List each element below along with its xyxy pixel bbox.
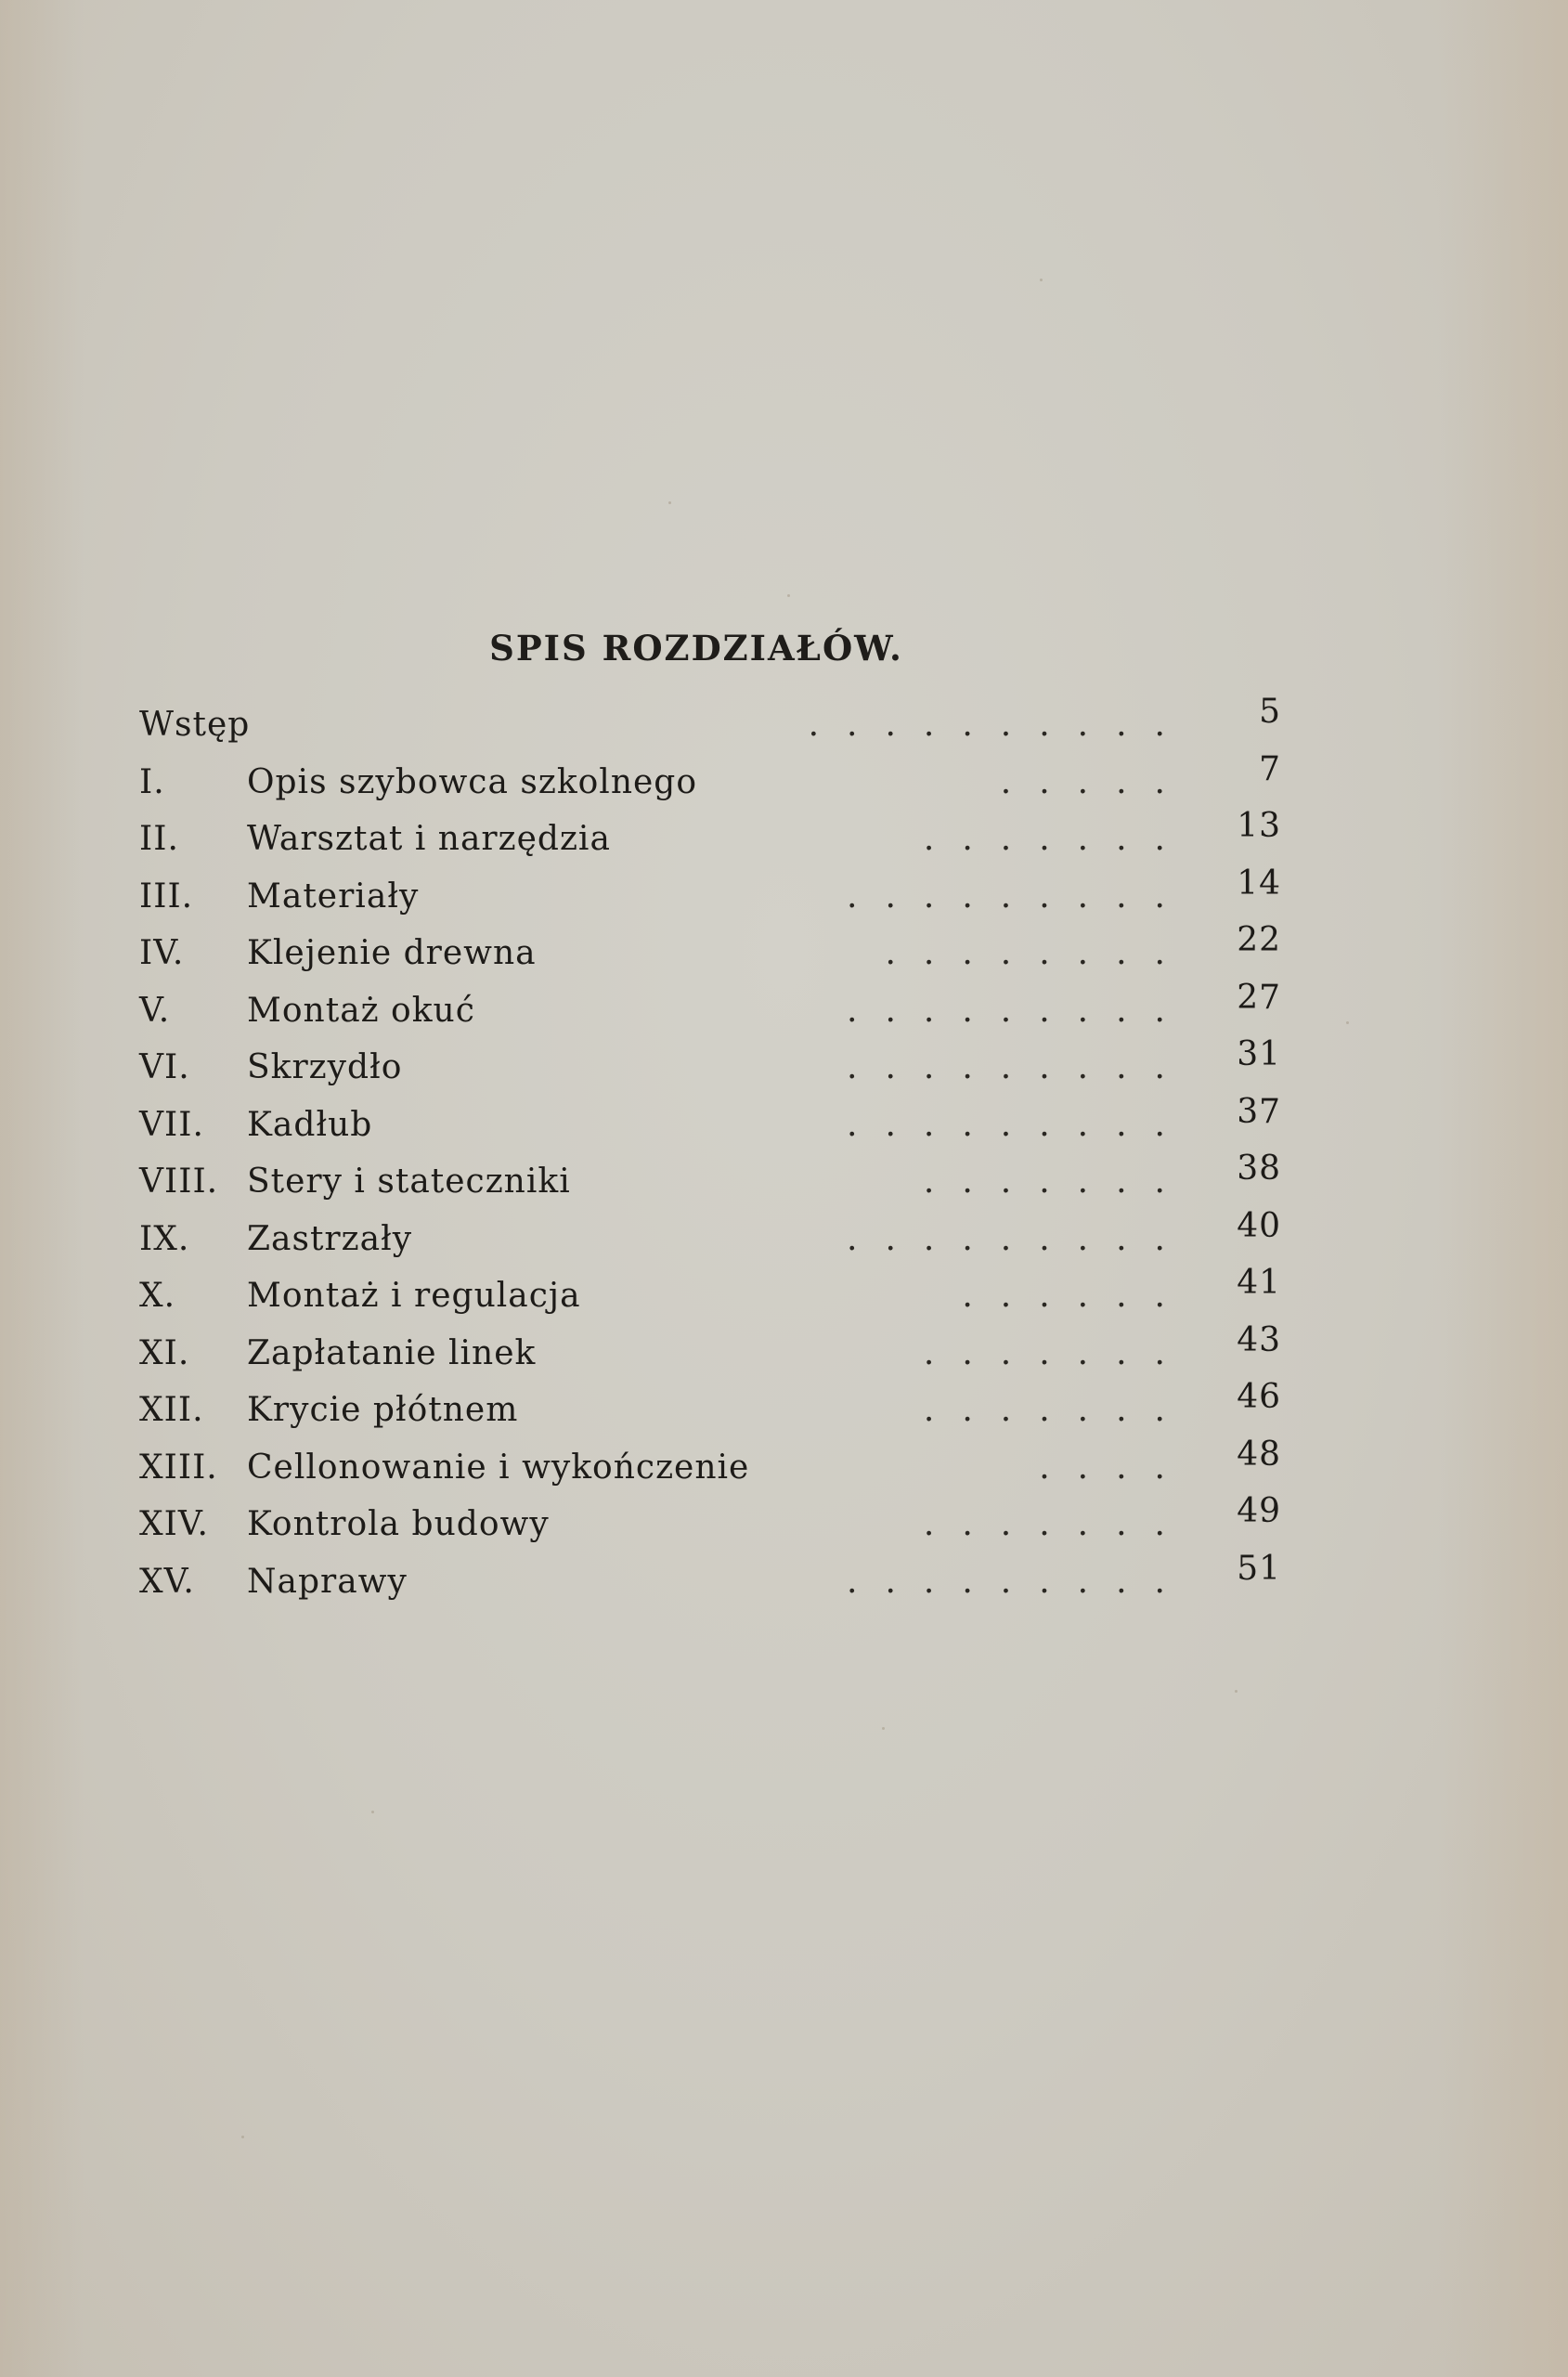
toc-entry-number: I. bbox=[139, 762, 165, 801]
toc-entry-title: Kontrola budowy bbox=[247, 1505, 550, 1543]
paper-edge-left bbox=[0, 0, 84, 2377]
toc-entry bbox=[139, 749, 1281, 821]
toc-entry-title: Wstęp bbox=[139, 706, 251, 744]
toc-entry-page: 5 bbox=[1259, 693, 1281, 731]
toc-entry-title: Kadłub bbox=[247, 1105, 373, 1144]
toc-entry bbox=[139, 1492, 1281, 1563]
paper-speck bbox=[1235, 1690, 1238, 1693]
toc-entry-number: VII. bbox=[139, 1105, 204, 1144]
dot-leader: ........ bbox=[885, 934, 1193, 972]
toc-entry-page: 40 bbox=[1237, 1206, 1281, 1245]
toc-entry-page: 13 bbox=[1237, 807, 1281, 845]
toc-entry bbox=[139, 1035, 1281, 1106]
toc-entry bbox=[139, 978, 1281, 1049]
dot-leader: ....... bbox=[923, 1333, 1193, 1372]
toc-entry-title: Krycie płótnem bbox=[247, 1391, 519, 1429]
toc-entry-title: Opis szybowca szkolnego bbox=[247, 762, 698, 801]
toc-entry-number: XIV. bbox=[139, 1505, 209, 1543]
toc-entry-page: 14 bbox=[1237, 864, 1281, 903]
toc-entry-title: Zastrzały bbox=[247, 1219, 413, 1258]
toc-entry-title: Zapłatanie linek bbox=[247, 1333, 537, 1372]
toc-entry-title: Montaż i regulacja bbox=[247, 1277, 581, 1315]
dot-leader: ...... bbox=[962, 1277, 1193, 1315]
dot-leader: ......... bbox=[847, 1562, 1193, 1601]
toc-entry-title: Naprawy bbox=[247, 1562, 408, 1601]
toc-entry-page: 22 bbox=[1237, 921, 1281, 959]
dot-leader: ....... bbox=[923, 1391, 1193, 1429]
toc-entry-title: Cellonowanie i wykończenie bbox=[247, 1448, 750, 1487]
toc-entry-page: 46 bbox=[1237, 1378, 1281, 1416]
dot-leader: ......... bbox=[847, 1105, 1193, 1144]
toc-entry-number: IV. bbox=[139, 934, 185, 972]
toc-entry-page: 31 bbox=[1237, 1035, 1281, 1073]
toc-entry-number: III. bbox=[139, 877, 194, 916]
toc-entry-number: X. bbox=[139, 1277, 176, 1315]
toc-entry bbox=[139, 1378, 1281, 1448]
toc-entry-page: 37 bbox=[1237, 1092, 1281, 1131]
dot-leader: ......... bbox=[847, 1048, 1193, 1086]
toc-entry-page: 48 bbox=[1237, 1435, 1281, 1474]
paper-speck bbox=[787, 594, 790, 597]
toc-entry-page: 38 bbox=[1237, 1150, 1281, 1188]
toc-entry-page: 43 bbox=[1237, 1320, 1281, 1359]
toc-entry-number: XI. bbox=[139, 1333, 190, 1372]
toc-entry-title: Klejenie drewna bbox=[247, 934, 537, 972]
toc-entry bbox=[139, 693, 1281, 763]
dot-leader: ......... bbox=[847, 1219, 1193, 1258]
toc-entry bbox=[139, 1435, 1281, 1506]
paper-speck bbox=[371, 1811, 374, 1813]
toc-entry-title: Warsztat i narzędzia bbox=[247, 820, 611, 858]
toc-entry-page: 51 bbox=[1237, 1549, 1281, 1588]
paper-speck bbox=[668, 501, 671, 504]
toc-entry-number: II. bbox=[139, 820, 179, 858]
paper-speck bbox=[241, 2136, 244, 2138]
paper-speck bbox=[1346, 1021, 1349, 1024]
toc-entry-title: Montaż okuć bbox=[247, 991, 475, 1030]
dot-leader: ....... bbox=[923, 1505, 1193, 1543]
dot-leader: .......... bbox=[808, 706, 1193, 744]
toc-entry-number: XII. bbox=[139, 1391, 204, 1429]
toc-entry bbox=[139, 1092, 1281, 1163]
toc-entry bbox=[139, 1264, 1281, 1334]
toc-entry-number: VI. bbox=[139, 1048, 190, 1086]
dot-leader: ....... bbox=[923, 820, 1193, 858]
toc-entry-number: VIII. bbox=[139, 1163, 219, 1201]
dot-leader: ......... bbox=[847, 877, 1193, 916]
toc-entry bbox=[139, 807, 1281, 877]
toc-entry bbox=[139, 1150, 1281, 1220]
toc-entry-page: 7 bbox=[1259, 749, 1281, 788]
toc-entry-page: 41 bbox=[1237, 1264, 1281, 1302]
toc-title: SPIS ROZDZIAŁÓW. bbox=[489, 628, 903, 669]
dot-leader: ..... bbox=[1000, 762, 1193, 801]
toc-entry bbox=[139, 921, 1281, 992]
paper-speck bbox=[1040, 279, 1043, 281]
toc-entry-number: XIII. bbox=[139, 1448, 218, 1487]
toc-entry-page: 27 bbox=[1237, 978, 1281, 1017]
toc-entry-title: Materiały bbox=[247, 877, 420, 916]
toc-entry-number: V. bbox=[139, 991, 171, 1030]
toc-entry-number: IX. bbox=[139, 1219, 190, 1258]
paper-edge-right bbox=[1438, 0, 1568, 2377]
toc-entry-title: Stery i stateczniki bbox=[247, 1163, 571, 1201]
dot-leader: ....... bbox=[923, 1163, 1193, 1201]
toc-entry-title: Skrzydło bbox=[247, 1048, 403, 1086]
toc-entry-page: 49 bbox=[1237, 1492, 1281, 1530]
toc-entry bbox=[139, 1549, 1281, 1620]
dot-leader: ......... bbox=[847, 991, 1193, 1030]
toc-entry bbox=[139, 864, 1281, 935]
toc-entry bbox=[139, 1320, 1281, 1392]
dot-leader: .... bbox=[1039, 1448, 1193, 1487]
toc-entry bbox=[139, 1206, 1281, 1278]
table-of-contents bbox=[139, 693, 1281, 1619]
paper-speck bbox=[882, 1727, 885, 1730]
toc-entry-number: XV. bbox=[139, 1562, 195, 1601]
